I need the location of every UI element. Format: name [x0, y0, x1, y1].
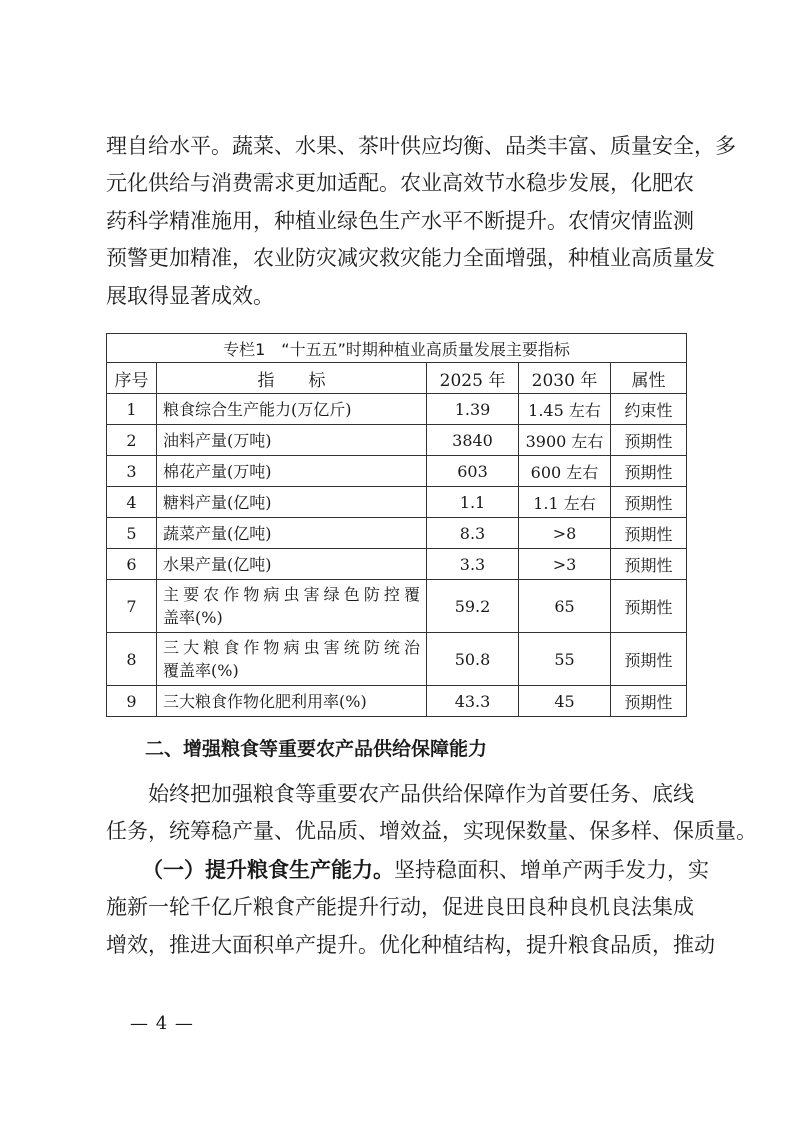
row-2025: 3840 — [427, 425, 519, 456]
row-num: 3 — [107, 456, 157, 487]
row-attr: 预期性 — [611, 425, 687, 456]
table-row — [107, 686, 687, 717]
intro-paragraph — [106, 128, 736, 315]
row-num: 8 — [107, 633, 157, 686]
para2-line: 任务，统筹稳产量、优品质、增效益，实现保数量、保多样、保质量。 — [106, 819, 757, 844]
intro-line: 元化供给与消费需求更加适配。农业高效节水稳步发展，化肥农 — [106, 171, 694, 196]
para3-line — [106, 852, 709, 889]
para3-line: 施新一轮千亿斤粮食产能提升行动，促进良田良种良机良法集成 — [106, 895, 694, 920]
row-num: 1 — [107, 394, 157, 425]
indicators-table — [106, 333, 687, 717]
row-2025: 59.2 — [427, 580, 519, 633]
header-2030: 2030 年 — [519, 363, 611, 394]
row-attr: 预期性 — [611, 518, 687, 549]
row-attr: 预期性 — [611, 686, 687, 717]
row-name-line: 三大粮食作物病虫害统防统治 — [163, 638, 420, 657]
section-heading: 二、增强粮食等重要农产品供给保障能力 — [145, 738, 488, 760]
table-caption: 专栏1 “十五五”时期种植业高质量发展主要指标 — [107, 334, 687, 363]
row-2030: 55 — [519, 633, 611, 686]
intro-line: 预警更加精准，农业防灾减灾救灾能力全面增强，种植业高质量发 — [106, 246, 715, 271]
paragraph-2 — [106, 776, 757, 851]
table-header-row — [107, 363, 687, 394]
row-2030: 65 — [519, 580, 611, 633]
row-name: 水果产量(亿吨) — [157, 549, 427, 580]
row-2025: 8.3 — [427, 518, 519, 549]
row-name: 棉花产量(万吨) — [157, 456, 427, 487]
row-num: 2 — [107, 425, 157, 456]
row-name: 油料产量(万吨) — [157, 425, 427, 456]
row-2025: 603 — [427, 456, 519, 487]
row-2030: 1.1 左右 — [519, 487, 611, 518]
page-number: — 4 — — [130, 1013, 194, 1034]
paragraph-3 — [106, 852, 715, 964]
para3-line: 增效，推进大面积单产提升。优化种植结构，提升粮食品质，推动 — [106, 932, 715, 957]
row-attr: 约束性 — [611, 394, 687, 425]
row-2025: 43.3 — [427, 686, 519, 717]
row-attr: 预期性 — [611, 549, 687, 580]
row-num: 6 — [107, 549, 157, 580]
para3-lead: （一）提升粮食生产能力。 — [142, 858, 394, 882]
table-row — [107, 456, 687, 487]
table-row — [107, 580, 687, 633]
row-2030: 1.45 左右 — [519, 394, 611, 425]
row-2030: 3900 左右 — [519, 425, 611, 456]
row-num: 9 — [107, 686, 157, 717]
table-row — [107, 549, 687, 580]
row-num: 4 — [107, 487, 157, 518]
header-num: 序号 — [107, 363, 157, 394]
row-2030: >3 — [519, 549, 611, 580]
row-name — [157, 633, 427, 686]
row-attr: 预期性 — [611, 633, 687, 686]
row-name: 糖料产量(亿吨) — [157, 487, 427, 518]
intro-line: 展取得显著成效。 — [106, 283, 274, 308]
table-row — [107, 487, 687, 518]
header-name: 指 标 — [157, 363, 427, 394]
table-row — [107, 633, 687, 686]
row-2030: 45 — [519, 686, 611, 717]
table-row — [107, 394, 687, 425]
intro-line: 药科学精准施用，种植业绿色生产水平不断提升。农情灾情监测 — [106, 208, 694, 233]
para2-line-text: 始终把加强粮食等重要农产品供给保障作为首要任务、底线 — [148, 782, 694, 806]
row-attr: 预期性 — [611, 580, 687, 633]
para3-line1-rest: 坚持稳面积、增单产两手发力，实 — [394, 858, 709, 882]
row-num: 5 — [107, 518, 157, 549]
row-name-line: 覆盖率(%) — [163, 661, 239, 680]
header-attr: 属性 — [611, 363, 687, 394]
row-num: 7 — [107, 580, 157, 633]
row-2025: 50.8 — [427, 633, 519, 686]
row-name-line: 盖率(%) — [163, 608, 223, 627]
row-2030: 600 左右 — [519, 456, 611, 487]
intro-line: 理自给水平。蔬菜、水果、茶叶供应均衡、品类丰富、质量安全，多 — [106, 134, 736, 158]
row-name: 粮食综合生产能力(万亿斤) — [157, 394, 427, 425]
table-row — [107, 518, 687, 549]
row-2025: 1.1 — [427, 487, 519, 518]
row-attr: 预期性 — [611, 456, 687, 487]
row-name — [157, 580, 427, 633]
row-name: 蔬菜产量(亿吨) — [157, 518, 427, 549]
row-2025: 3.3 — [427, 549, 519, 580]
table-row — [107, 425, 687, 456]
para2-line — [106, 776, 694, 813]
header-2025: 2025 年 — [427, 363, 519, 394]
row-name-line: 主要农作物病虫害绿色防控覆 — [163, 585, 420, 604]
row-name: 三大粮食作物化肥利用率(%) — [157, 686, 427, 717]
row-2030: >8 — [519, 518, 611, 549]
row-2025: 1.39 — [427, 394, 519, 425]
row-attr: 预期性 — [611, 487, 687, 518]
